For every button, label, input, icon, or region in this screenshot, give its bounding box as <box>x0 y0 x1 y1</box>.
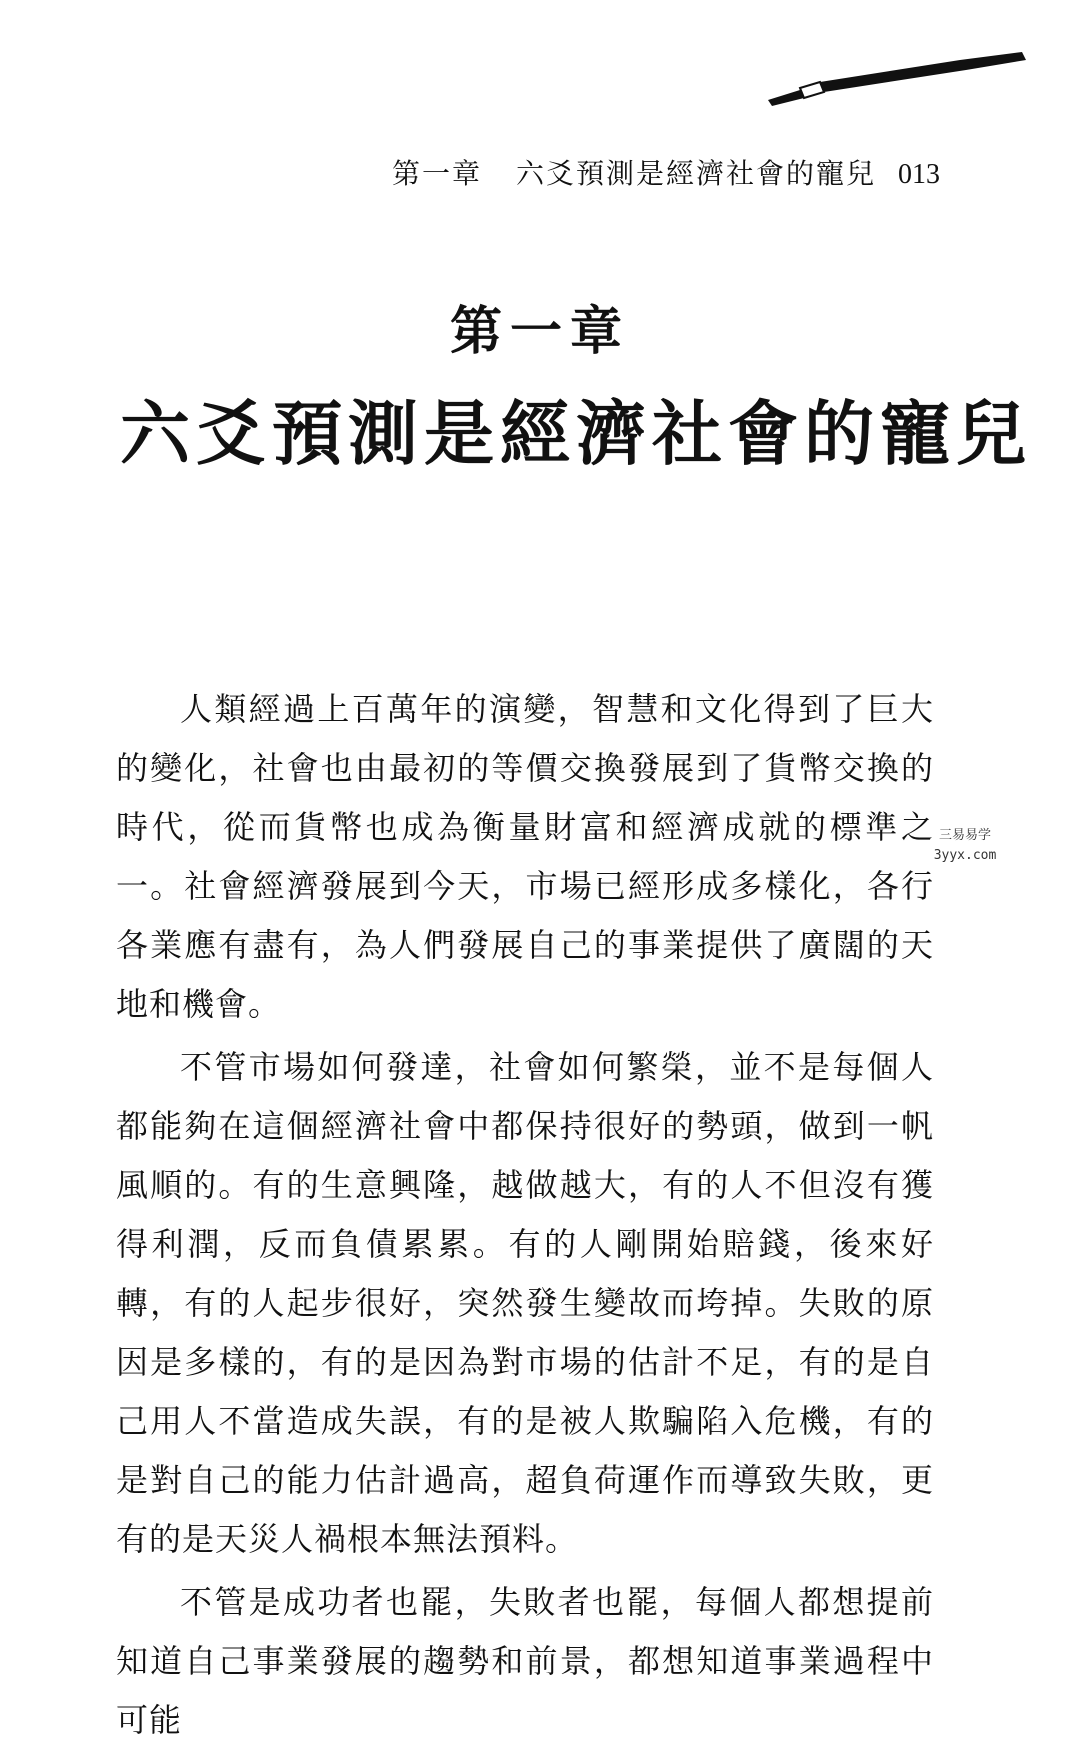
chapter-label: 第一章 <box>449 301 630 362</box>
watermark-line-2: 3yyx.com <box>933 848 997 863</box>
body-text <box>116 680 934 1754</box>
page-number: 013 <box>898 159 941 190</box>
paragraph-3: 不管是成功者也罷，失敗者也罷，每個人都想提前知道自己事業發展的趨勢和前景，都想知道事業過程中可能 <box>116 1583 934 1739</box>
watermark <box>920 826 1010 866</box>
running-head-chapter: 第一章 <box>392 157 483 190</box>
running-head-title: 六爻預測是經濟社會的寵兒 <box>516 157 877 190</box>
watermark-line-1: 三易易学 <box>938 828 991 843</box>
paragraph-1: 人類經過上百萬年的演變，智慧和文化得到了巨大的變化，社會也由最初的等價交換發展到了貨幣交換的時代，從而貨幣也成為衡量財富和經濟成就的標準之一。社會經濟發展到今天，市場已經形成多樣化，各行各業應有盡有，為人們發展自己的事業提供了廣闊的天地和機會。 <box>116 690 934 1023</box>
chapter-title: 六爻預測是經濟社會的寵兒 <box>120 392 1032 475</box>
paragraph-2: 不管市場如何發達，社會如何繁榮，並不是每個人都能夠在這個經濟社會中都保持很好的勢頭，做到一帆風順的。有的生意興隆，越做越大，有的人不但沒有獲得利潤，反而負債累累。有的人剛開始賠錢，後來好轉，有的人起步很好，突然發生變故而垮掉。失敗的原因是多樣的，有的是因為對市場的估計不足，有的是自己用人不當造成失誤，有的是被人欺騙陷入危機，有的是對自己的能力估計過高，超負荷運作而導致失敗，更有的是天災人禍根本無法預料。 <box>116 1048 934 1558</box>
running-head <box>392 150 952 198</box>
brush-icon <box>760 48 1060 118</box>
